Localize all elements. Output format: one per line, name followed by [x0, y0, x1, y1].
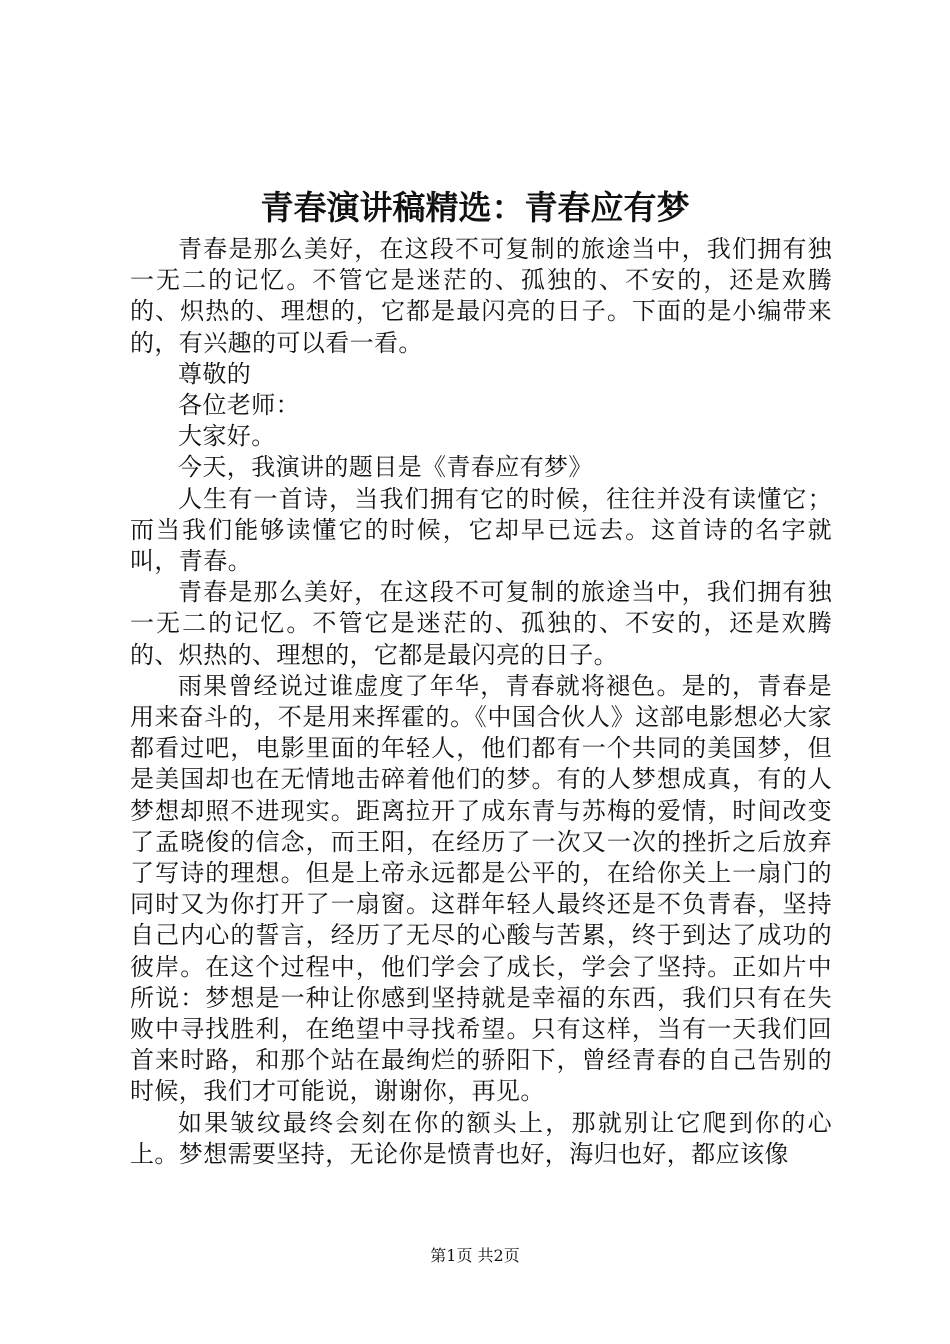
document-title: 青春演讲稿精选：青春应有梦 — [260, 188, 690, 227]
paragraph-topic: 今天，我演讲的题目是《青春应有梦》 — [178, 453, 593, 482]
paragraph-youth: 青春是那么美好，在这段不可复制的旅途当中，我们拥有独一无二的记忆。不管它是迷茫的、孤独的、不安的，还是欢腾的、炽热的、理想的，它都是最闪亮的日子。 — [130, 578, 832, 669]
paragraph-intro: 青春是那么美好，在这段不可复制的旅途当中，我们拥有独一无二的记忆。不管它是迷茫的、孤独的、不安的，还是欢腾的、炽热的、理想的，它都是最闪亮的日子。下面的是小编带来的，有兴趣的可以看一看。 — [130, 235, 832, 357]
paragraph-hugo: 雨果曾经说过谁虚度了年华，青春就将褪色。是的，青春是用来奋斗的，不是用来挥霍的。《中国合伙人》这部电影想必大家都看过吧，电影里面的年轻人，他们都有一个共同的美国梦，但是美国却也在无情地击碎着他们的梦。有的人梦想成真，有的人梦想却照不进现实。距离拉开了成东青与苏梅的爱情，时间改变了孟晓俊的信念，而王阳，在经历了一次又一次的挫折之后放弃了写诗的理想。但是上帝永远都是公平的，在给你关上一扇门的同时又为你打开了一扇窗。这群年轻人最终还是不负青春，坚持自己内心的誓言，经历了无尽的心酸与苦累，终于到达了成功的彼岸。在这个过程中，他们学会了成长，学会了坚持。正如片中所说：梦想是一种让你感到坚持就是幸福的东西，我们只有在失败中寻找胜利，在绝望中寻找希望。只有这样，当有一天我们回首来时路，和那个站在最绚烂的骄阳下，曾经青春的自己告别的时候，我们才可能说，谢谢你，再见。 — [130, 671, 832, 1106]
paragraph-salutation-1: 尊敬的 — [178, 359, 252, 388]
paragraph-poem: 人生有一首诗，当我们拥有它的时候，往往并没有读懂它；而当我们能够读懂它的时候，它却早已远去。这首诗的名字就叫，青春。 — [130, 484, 832, 576]
document-body — [130, 234, 832, 1170]
page-number-footer: 第1页 共2页 — [430, 1246, 520, 1265]
paragraph-greeting: 大家好。 — [178, 422, 276, 451]
paragraph-wrinkles: 如果皱纹最终会刻在你的额头上，那就别让它爬到你的心上。梦想需要坚持，无论你是愤青也好，海归也好，都应该像 — [130, 1108, 832, 1168]
paragraph-salutation-2: 各位老师： — [178, 391, 300, 420]
